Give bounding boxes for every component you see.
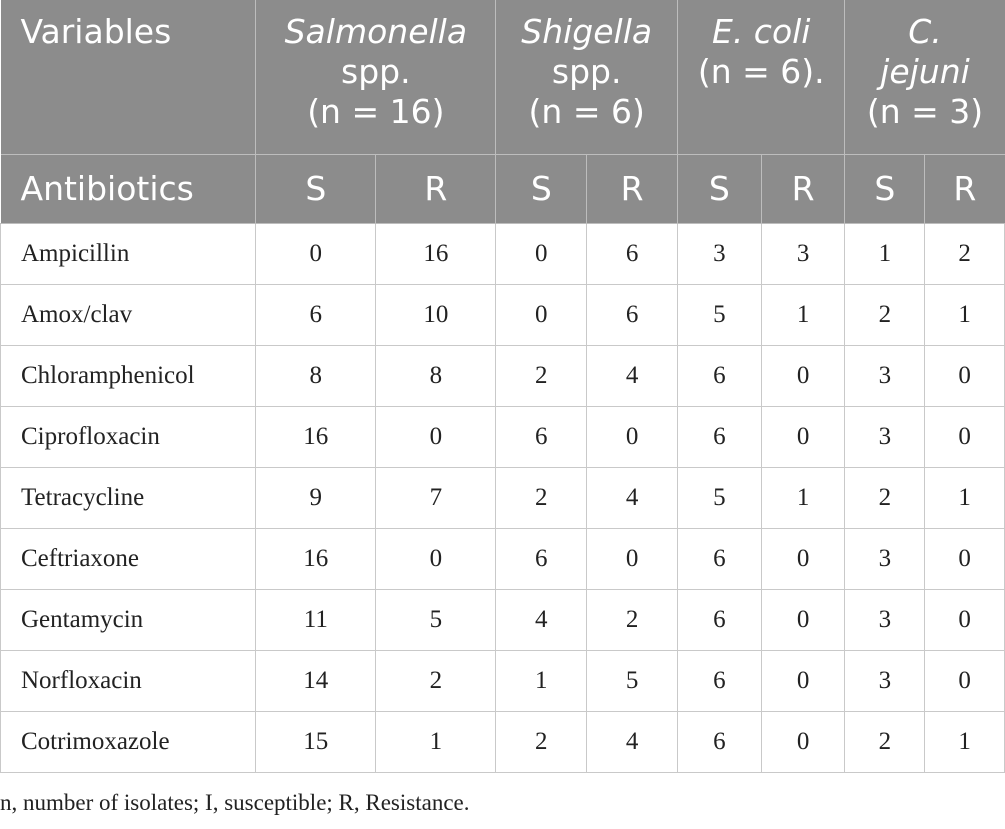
r-header: R [761, 154, 845, 223]
susceptible-count-cell: 0 [496, 284, 587, 345]
group-name-tail: jejuni [880, 52, 970, 91]
r-header: R [587, 154, 678, 223]
group-count: (n = 3) [866, 92, 984, 131]
susceptible-count-cell: 11 [256, 589, 376, 650]
resistant-count-cell: 0 [925, 406, 1005, 467]
resistant-count-cell: 0 [761, 711, 845, 772]
group-count: (n = 6) [528, 92, 645, 131]
susceptible-count-cell: 2 [496, 711, 587, 772]
resistant-count-cell: 0 [925, 528, 1005, 589]
resistant-count-cell: 0 [925, 345, 1005, 406]
table-body [1, 223, 1005, 772]
table-row [1, 467, 1005, 528]
antibiotic-name: Norfloxacin [1, 650, 256, 711]
susceptible-count-cell: 3 [845, 406, 925, 467]
table-footnote: n, number of isolates; I, susceptible; R, Resistance. [0, 790, 470, 815]
r-header: R [376, 154, 496, 223]
antibiotic-name: Cotrimoxazole [1, 711, 256, 772]
resistant-count-cell: 1 [925, 467, 1005, 528]
resistant-count-cell: 8 [376, 345, 496, 406]
susceptible-count-cell: 6 [678, 589, 762, 650]
resistant-count-cell: 0 [761, 589, 845, 650]
susceptible-count-cell: 6 [496, 406, 587, 467]
resistant-count-cell: 0 [761, 650, 845, 711]
susceptible-count-cell: 4 [496, 589, 587, 650]
resistant-count-cell: 1 [761, 284, 845, 345]
antibiotic-name: Ampicillin [1, 223, 256, 284]
resistant-count-cell: 5 [587, 650, 678, 711]
table-row [1, 528, 1005, 589]
s-header: S [845, 154, 925, 223]
s-header: S [678, 154, 762, 223]
antibiotic-name: Tetracycline [1, 467, 256, 528]
susceptible-count-cell: 6 [678, 528, 762, 589]
resistant-count-cell: 0 [376, 528, 496, 589]
resistant-count-cell: 16 [376, 223, 496, 284]
susceptible-count-cell: 8 [256, 345, 376, 406]
susceptible-count-cell: 6 [256, 284, 376, 345]
susceptible-count-cell: 3 [845, 345, 925, 406]
resistant-count-cell: 3 [761, 223, 845, 284]
group-name: Salmonella [284, 12, 468, 51]
resistant-count-cell: 0 [587, 528, 678, 589]
s-header: S [256, 154, 376, 223]
table-header [1, 0, 1005, 223]
susceptible-count-cell: 3 [678, 223, 762, 284]
resistant-count-cell: 2 [376, 650, 496, 711]
group-header-shigella [496, 0, 678, 154]
resistant-count-cell: 1 [925, 284, 1005, 345]
resistant-count-cell: 6 [587, 284, 678, 345]
resistant-count-cell: 5 [376, 589, 496, 650]
group-name: E. coli [711, 12, 811, 51]
susceptible-count-cell: 3 [845, 650, 925, 711]
resistant-count-cell: 1 [761, 467, 845, 528]
antibiotics-header: Antibiotics [1, 154, 256, 223]
variables-header: Variables [1, 0, 256, 154]
resistant-count-cell: 2 [925, 223, 1005, 284]
group-name: C. [908, 12, 942, 51]
antibiotic-name: Ciprofloxacin [1, 406, 256, 467]
resistant-count-cell: 0 [761, 345, 845, 406]
table-row [1, 345, 1005, 406]
group-header-ecoli [678, 0, 845, 154]
s-header: S [496, 154, 587, 223]
susceptible-count-cell: 2 [845, 284, 925, 345]
susceptible-count-cell: 14 [256, 650, 376, 711]
susceptible-count-cell: 6 [678, 345, 762, 406]
susceptible-count-cell: 9 [256, 467, 376, 528]
header-row-sr [1, 154, 1005, 223]
susceptible-count-cell: 2 [496, 345, 587, 406]
table-row [1, 711, 1005, 772]
susceptible-count-cell: 3 [845, 589, 925, 650]
resistant-count-cell: 0 [587, 406, 678, 467]
susceptible-count-cell: 6 [496, 528, 587, 589]
resistant-count-cell: 2 [587, 589, 678, 650]
group-name: Shigella [521, 12, 653, 51]
susceptible-count-cell: 2 [845, 467, 925, 528]
table-row [1, 589, 1005, 650]
resistant-count-cell: 6 [587, 223, 678, 284]
susceptible-count-cell: 1 [845, 223, 925, 284]
susceptible-count-cell: 2 [845, 711, 925, 772]
susceptible-count-cell: 6 [678, 711, 762, 772]
antibiotic-name: Chloramphenicol [1, 345, 256, 406]
antibiotic-name: Ceftriaxone [1, 528, 256, 589]
susceptible-count-cell: 5 [678, 467, 762, 528]
resistant-count-cell: 1 [376, 711, 496, 772]
susceptible-count-cell: 0 [256, 223, 376, 284]
susceptible-count-cell: 1 [496, 650, 587, 711]
resistant-count-cell: 0 [376, 406, 496, 467]
susceptible-count-cell: 6 [678, 650, 762, 711]
r-header: R [925, 154, 1005, 223]
susceptible-count-cell: 16 [256, 406, 376, 467]
resistant-count-cell: 0 [761, 406, 845, 467]
header-row-groups [1, 0, 1005, 154]
group-header-salmonella [256, 0, 496, 154]
susceptible-count-cell: 5 [678, 284, 762, 345]
resistant-count-cell: 4 [587, 711, 678, 772]
susceptible-count-cell: 16 [256, 528, 376, 589]
table-row [1, 223, 1005, 284]
resistant-count-cell: 10 [376, 284, 496, 345]
resistant-count-cell: 0 [925, 589, 1005, 650]
resistant-count-cell: 7 [376, 467, 496, 528]
resistant-count-cell: 4 [587, 345, 678, 406]
antibiotic-name: Gentamycin [1, 589, 256, 650]
susceptible-count-cell: 15 [256, 711, 376, 772]
table-row [1, 650, 1005, 711]
susceptible-count-cell: 0 [496, 223, 587, 284]
table-row [1, 406, 1005, 467]
group-header-cjejuni [845, 0, 1005, 154]
resistant-count-cell: 0 [925, 650, 1005, 711]
resistant-count-cell: 0 [761, 528, 845, 589]
susceptible-count-cell: 6 [678, 406, 762, 467]
table-row [1, 284, 1005, 345]
group-name-tail: spp. [551, 52, 622, 91]
susceptible-count-cell: 2 [496, 467, 587, 528]
resistant-count-cell: 1 [925, 711, 1005, 772]
group-count: (n = 6). [697, 52, 825, 91]
group-count: (n = 16) [307, 92, 445, 131]
antibiotic-name: Amox/clav [1, 284, 256, 345]
susceptible-count-cell: 3 [845, 528, 925, 589]
resistant-count-cell: 4 [587, 467, 678, 528]
group-name-tail: spp. [341, 52, 411, 91]
